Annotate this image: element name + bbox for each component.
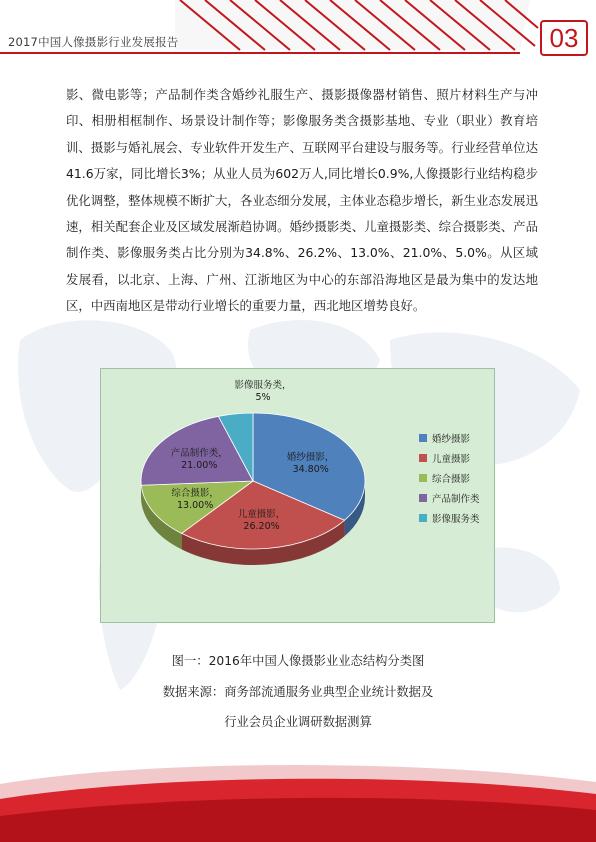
footer-wave-decoration xyxy=(0,744,596,842)
page-number-box xyxy=(540,20,588,56)
legend-label: 婚纱摄影 xyxy=(432,434,471,445)
figure-title: 图一：2016年中国人像摄影业业态结构分类图 xyxy=(171,654,425,668)
data-source-line-2: 行业会员企业调研数据测算 xyxy=(224,715,372,729)
legend-swatch xyxy=(419,514,427,522)
pie-chart-frame xyxy=(100,368,495,623)
legend-swatch xyxy=(419,474,427,482)
report-title: 2017中国人像摄影行业发展报告 xyxy=(8,35,179,49)
legend-swatch xyxy=(419,454,427,462)
pie-data-label-category: 儿童摄影， xyxy=(237,509,286,521)
legend-swatch xyxy=(419,434,427,442)
pie-data-label-category: 影像服务类， xyxy=(234,380,292,391)
legend-label: 儿童摄影 xyxy=(432,454,471,465)
pie-data-label-value: 26.20% xyxy=(243,521,280,533)
pie-data-label-value: 34.80% xyxy=(292,463,329,475)
legend-label: 产品制作类 xyxy=(432,494,480,505)
pie-chart xyxy=(101,369,496,624)
legend-swatch xyxy=(419,494,427,502)
pie-data-label-category: 综合摄影， xyxy=(171,487,219,499)
legend-label: 影像服务类 xyxy=(432,514,480,525)
pie-data-label-value: 21.00% xyxy=(181,459,218,471)
pie-data-label-value: 5% xyxy=(255,392,271,403)
legend-label: 综合摄影 xyxy=(432,474,471,485)
pie-data-label-value: 13.00% xyxy=(177,499,214,511)
body-paragraph: 影、微电影等；产品制作类含婚纱礼服生产、摄影摄像器材销售、照片材料生产与冲印、相册相框制作、场景设计制作等；影像服务类含摄影基地、专业（职业）教育培训、摄影与婚礼展会、专业软件开发生产、互联网平台建设与服务等。行业经营单位达41.6万家，同比增长3%；从业人员为602万人,同比增长0.9%,人像摄影行业结构稳步优化调整，整体规模不断扩大，各业态细分发展，主体业态稳步增长，新生业态发展迅速，相关配套企业及区域发展渐趋协调。婚纱摄影类、儿童摄影类、综合摄影类、产品制作类、影像服务类占比分别为34.8%、26.2%、13.0%、21.0%、5.0%。从区域发展看，以北京、上海、广州、江浙地区为中心的东部沿海地区是最为集中的发达地区，中西南地区是带动行业增长的重要力量，西北地区增势良好。 xyxy=(66,87,538,314)
header-divider xyxy=(0,52,520,54)
data-source-line-1: 数据来源：商务部流通服务业典型企业统计数据及 xyxy=(162,685,434,699)
pie-data-label-category: 产品制作类， xyxy=(170,447,228,459)
pie-data-label-category: 婚纱摄影， xyxy=(286,451,335,463)
page-number: 03 xyxy=(549,23,579,53)
page-header xyxy=(0,0,596,58)
